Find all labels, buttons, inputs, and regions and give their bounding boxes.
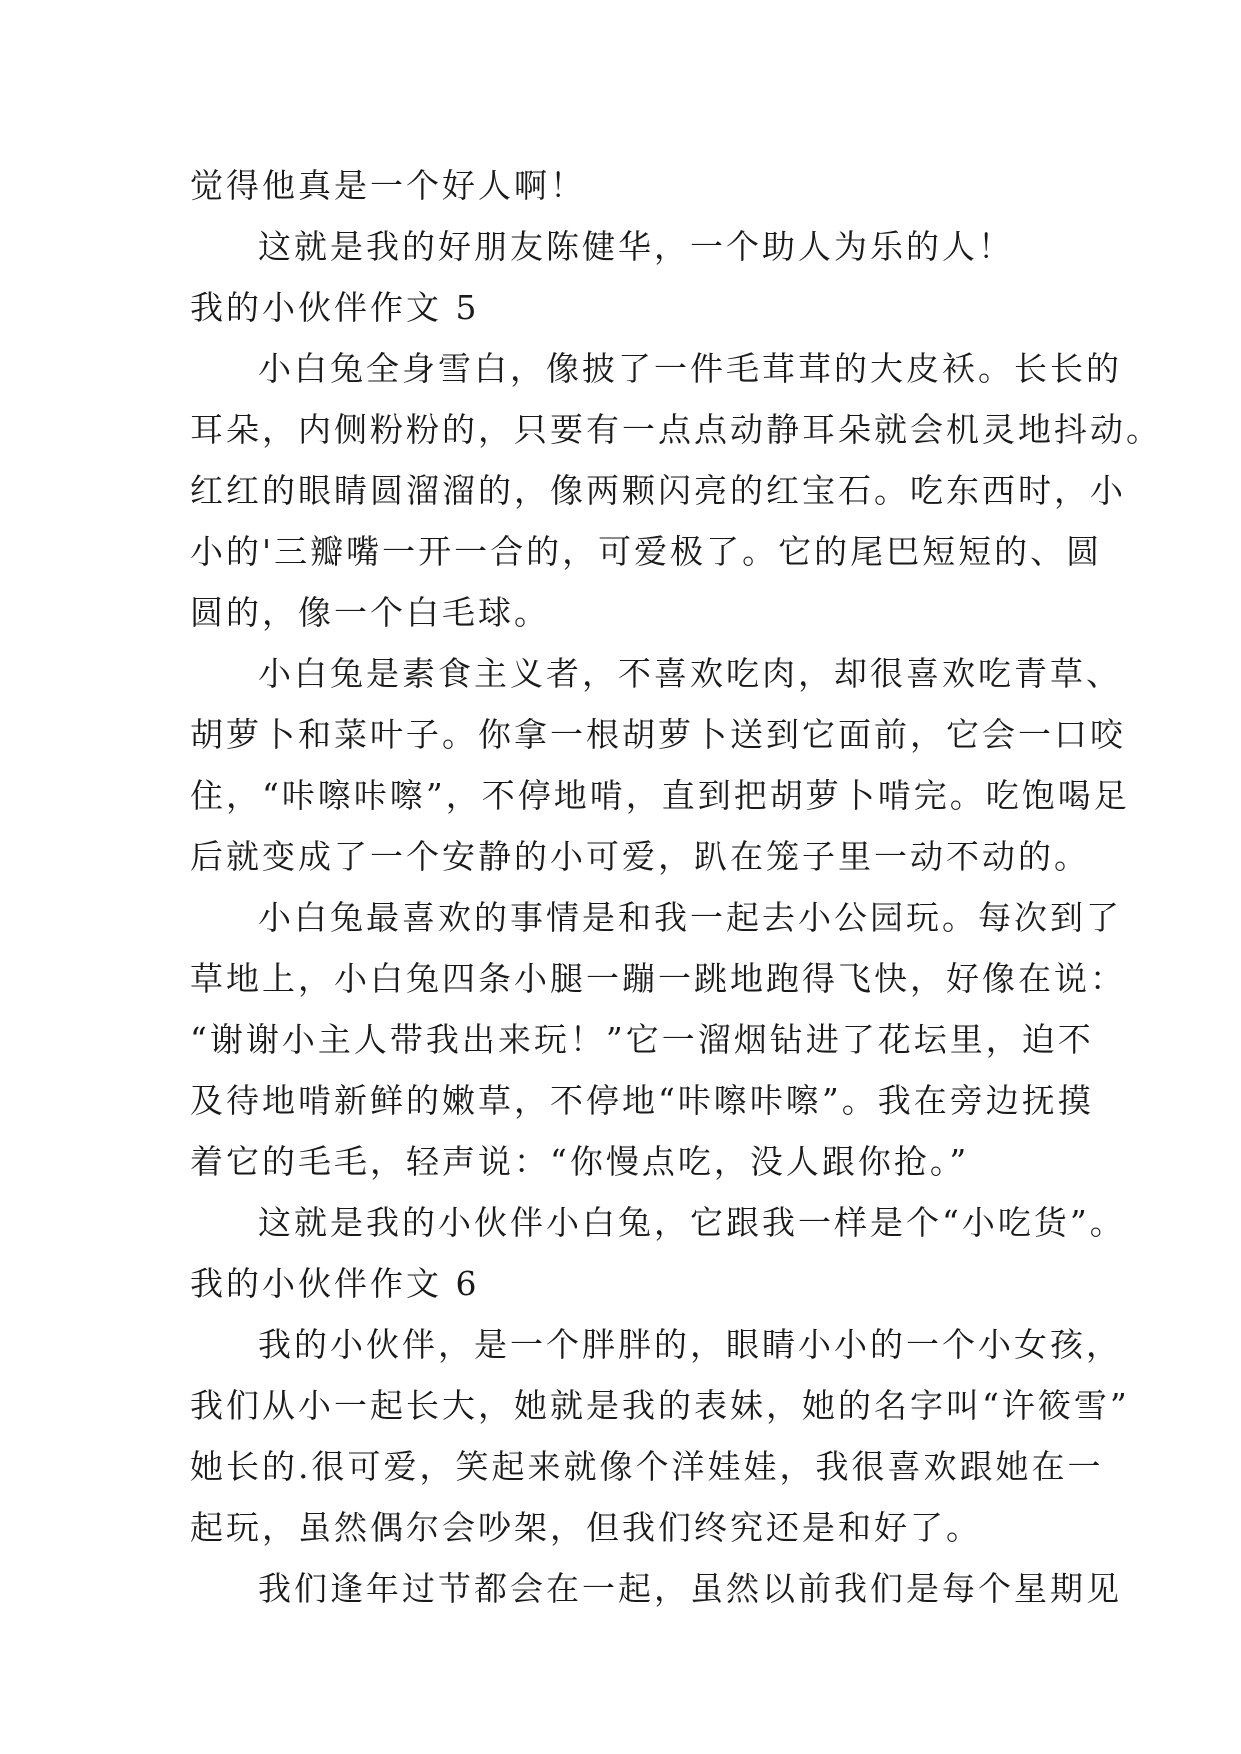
text-line: 小白兔全身雪白，像披了一件毛茸茸的大皮袄。长长的 [258,349,1122,388]
section-heading: 我的小伙伴作文 6 [190,1264,480,1303]
text-line: 住，“咔嚓咔嚓”，不停地啃，直到把胡萝卜啃完。吃饱喝足 [190,776,1130,815]
text-line: 小的'三瓣嘴一开一合的，可爱极了。它的尾巴短短的、圆 [190,532,1103,571]
text-line: 后就变成了一个安静的小可爱，趴在笼子里一动不动的。 [190,837,1090,876]
text-line: 草地上，小白兔四条小腿一蹦一跳地跑得飞快，好像在说： [190,959,1126,998]
text-line: 小白兔最喜欢的事情是和我一起去小公园玩。每次到了 [258,898,1122,937]
text-line: 我们逢年过节都会在一起，虽然以前我们是每个星期见 [258,1569,1122,1608]
text-line: 及待地啃新鲜的嫩草，不停地“咔嚓咔嚓”。我在旁边抚摸 [190,1081,1094,1120]
text-line: 圆的，像一个白毛球。 [190,593,550,632]
text-line: 她长的.很可爱，笑起来就像个洋娃娃，我很喜欢跟她在一 [190,1447,1104,1486]
text-line: 觉得他真是一个好人啊！ [190,166,586,205]
text-line: 胡萝卜和菜叶子。你拿一根胡萝卜送到它面前，它会一口咬 [190,715,1126,754]
text-line: 这就是我的好朋友陈健华，一个助人为乐的人！ [258,227,1014,266]
text-line: 小白兔是素食主义者，不喜欢吃肉，却很喜欢吃青草、 [258,654,1122,693]
text-line: 起玩，虽然偶尔会吵架，但我们终究还是和好了。 [190,1508,982,1547]
section-heading: 我的小伙伴作文 5 [190,288,480,327]
text-line: 我们从小一起长大，她就是我的表妹，她的名字叫“许筱雪” [190,1386,1130,1425]
document-body [190,155,1162,1619]
text-line: 红红的眼睛圆溜溜的，像两颗闪亮的红宝石。吃东西时，小 [190,471,1126,510]
text-line: “谢谢小主人带我出来玩！”它一溜烟钻进了花坛里，迫不 [190,1020,1094,1059]
text-line: 耳朵，内侧粉粉的，只要有一点点动静耳朵就会机灵地抖动。 [190,410,1162,449]
text-line: 着它的毛毛，轻声说：“你慢点吃，没人跟你抢。” [190,1142,970,1181]
text-line: 这就是我的小伙伴小白兔，它跟我一样是个“小吃货”。 [258,1203,1126,1242]
text-line: 我的小伙伴，是一个胖胖的，眼睛小小的一个小女孩， [258,1325,1122,1364]
